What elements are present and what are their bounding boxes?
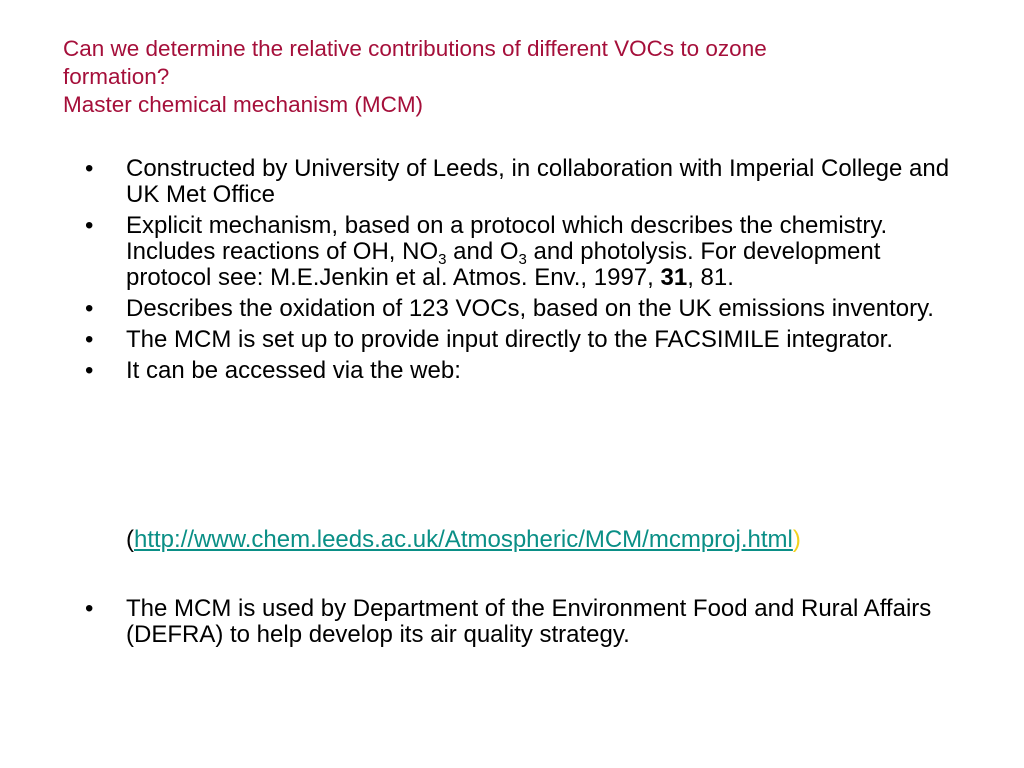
volume-number: 31 (660, 264, 688, 291)
list-item (85, 358, 965, 384)
subscript: 3 (438, 251, 447, 268)
slide-title (63, 35, 983, 119)
bullet-text: It can be accessed via the web: (126, 357, 461, 384)
close-paren: ) (792, 526, 801, 553)
bullet-text-part: and photolysis. For development protocol see: M.E.Jenkin et al. Atmos. Env., 1997, (126, 238, 881, 291)
bullet-marker: • (85, 155, 94, 182)
title-line-3: Master chemical mechanism (MCM) (63, 92, 424, 117)
bullet-marker: • (85, 326, 94, 353)
bullet-list-2 (85, 596, 965, 653)
list-item (85, 327, 965, 353)
bullet-text: Constructed by University of Leeds, in collaboration with Imperial College and UK Met Office (126, 155, 950, 208)
title-line-1: Can we determine the relative contributions of different VOCs to ozone (63, 36, 767, 61)
bullet-text (126, 212, 887, 291)
bullet-text: Describes the oxidation of 123 VOCs, based on the UK emissions inventory. (126, 295, 934, 322)
bullet-marker: • (85, 595, 94, 622)
list-item (85, 296, 965, 322)
bullet-marker: • (85, 295, 94, 322)
list-item (85, 213, 965, 291)
list-item (85, 596, 965, 648)
bullet-text-part: Explicit mechanism, based on a protocol which describes the chemistry. Includes reactions of OH, NO (126, 212, 888, 265)
url-line (126, 527, 801, 553)
bullet-text-part: and O (446, 238, 519, 265)
title-line-2: formation? (63, 64, 170, 89)
bullet-marker: • (85, 357, 94, 384)
open-paren: ( (126, 526, 134, 553)
bullet-text-part: , 81. (687, 264, 734, 291)
bullet-text: The MCM is set up to provide input directly to the FACSIMILE integrator. (126, 326, 894, 353)
bullet-marker: • (85, 212, 94, 239)
bullet-list (85, 156, 965, 389)
list-item (85, 156, 965, 208)
bullet-text: The MCM is used by Department of the Environment Food and Rural Affairs (DEFRA) to help develop its air quality strategy. (126, 595, 932, 648)
mcm-link[interactable]: http://www.chem.leeds.ac.uk/Atmospheric/MCM/mcmproj.html (134, 526, 793, 553)
subscript: 3 (518, 251, 527, 268)
